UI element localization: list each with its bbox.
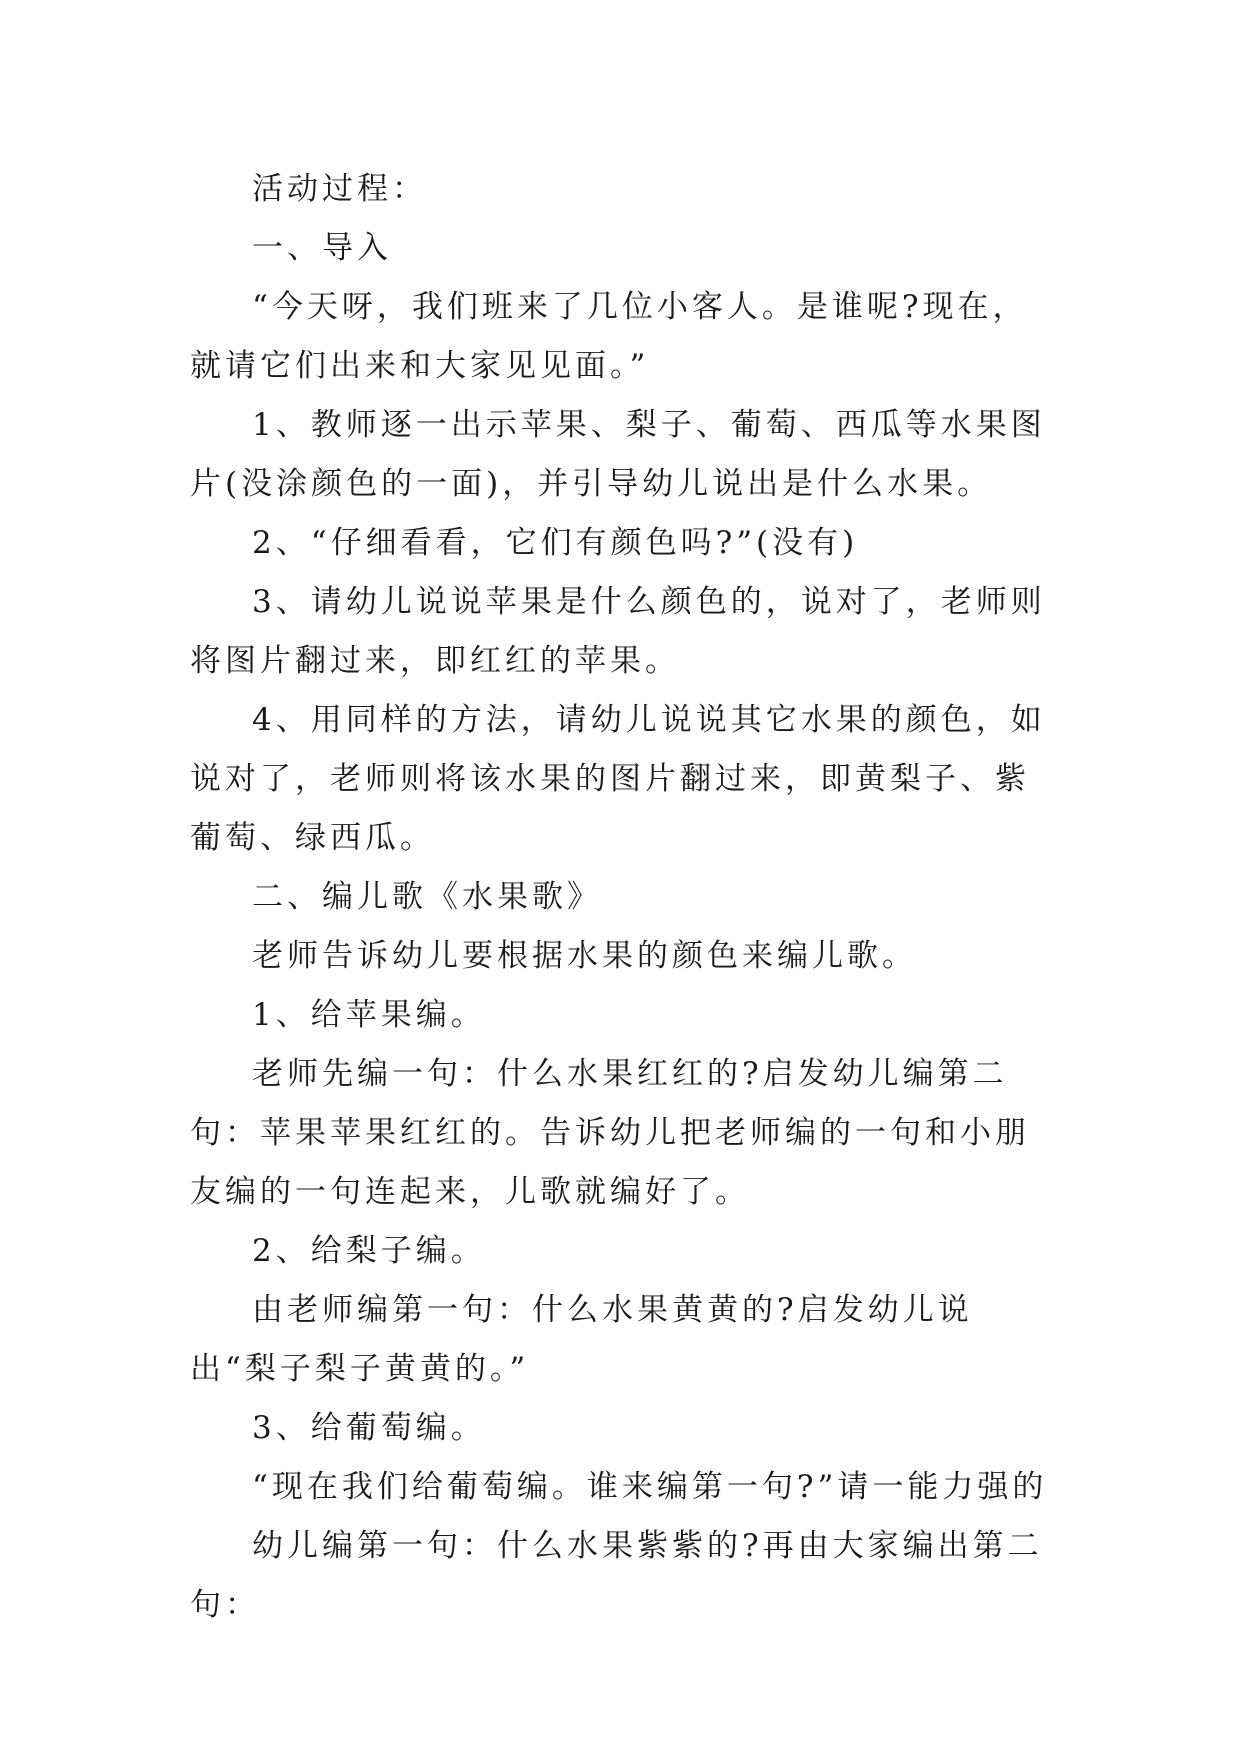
paragraph-song-intro: 老师告诉幼儿要根据水果的颜色来编儿歌。 xyxy=(252,938,917,974)
subheading-grape: 3、给葡萄编。 xyxy=(252,1410,486,1446)
paragraph-grape-1: “现在我们给葡萄编。谁来编第一句?”请一能力强的 xyxy=(252,1469,1048,1505)
paragraph-grape-2: 幼儿编第一句：什么水果紫紫的?再由大家编出第二句： xyxy=(190,1528,1043,1623)
heading-activity-process: 活动过程： xyxy=(252,171,427,207)
paragraph-step-2: 2、“仔细看看，它们有颜色吗?”(没有) xyxy=(252,525,859,561)
paragraph-step-3: 3、请幼儿说说苹果是什么颜色的，说对了，老师则将图片翻过来，即红红的苹果。 xyxy=(190,584,1046,679)
section-heading-intro: 一、导入 xyxy=(252,230,392,266)
subheading-apple: 1、给苹果编。 xyxy=(252,997,486,1033)
section-heading-song: 二、编儿歌《水果歌》 xyxy=(252,879,602,915)
paragraph-step-4: 4、用同样的方法，请幼儿说说其它水果的颜色，如说对了，老师则将该水果的图片翻过来，即黄梨子、紫葡萄、绿西瓜。 xyxy=(190,702,1046,856)
paragraph-pear: 由老师编第一句：什么水果黄黄的?启发幼儿说出“梨子梨子黄黄的。” xyxy=(190,1292,973,1387)
paragraph-apple: 老师先编一句：什么水果红红的?启发幼儿编第二句：苹果苹果红红的。告诉幼儿把老师编的一句和小朋友编的一句连起来，儿歌就编好了。 xyxy=(190,1056,1030,1210)
document-body xyxy=(190,160,1060,1635)
paragraph-step-1: 1、教师逐一出示苹果、梨子、葡萄、西瓜等水果图片(没涂颜色的一面)，并引导幼儿说出是什么水果。 xyxy=(190,407,1046,502)
subheading-pear: 2、给梨子编。 xyxy=(252,1233,486,1269)
paragraph-intro-quote: “今天呀，我们班来了几位小客人。是谁呢?现在，就请它们出来和大家见见面。” xyxy=(190,289,1028,384)
